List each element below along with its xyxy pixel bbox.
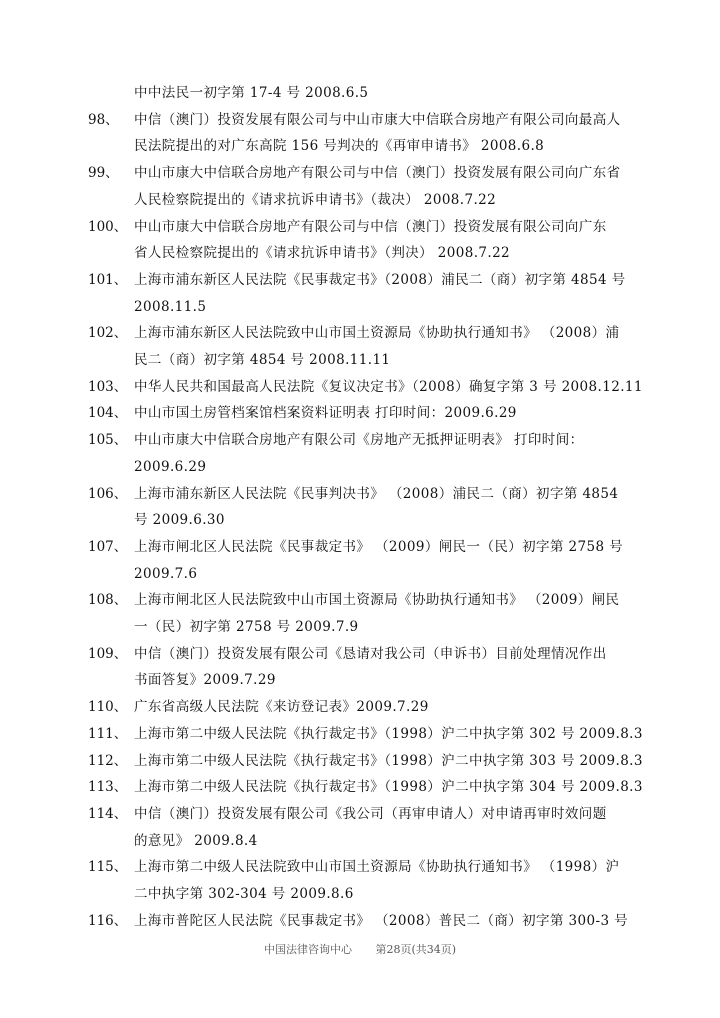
item-text: 2008.11.5 — [134, 298, 207, 315]
list-item-continuation — [0, 828, 720, 854]
list-item — [0, 427, 720, 453]
item-text: 上海市浦东新区人民法院致中山市国土资源局《协助执行通知书》 （2008）浦 — [134, 325, 620, 342]
list-item — [0, 107, 720, 133]
item-number: 112、 — [88, 752, 128, 769]
list-item — [0, 320, 720, 346]
item-text: 中中法民一初字第 17-4 号 2008.6.5 — [134, 85, 369, 101]
item-number: 104、 — [88, 405, 128, 422]
item-text: 号 2009.6.30 — [134, 512, 225, 529]
item-text: 中山市康大中信联合房地产有限公司与中信（澳门）投资发展有限公司向广东 — [134, 218, 607, 235]
item-text: 中山市国土房管档案馆档案资料证明表 打印时间：2009.6.29 — [134, 405, 517, 422]
list-item-continuation — [0, 294, 720, 320]
item-number: 101、 — [88, 271, 128, 288]
list-item-continuation — [0, 881, 720, 907]
item-number: 105、 — [88, 432, 128, 449]
item-number: 108、 — [88, 592, 128, 609]
list-item-continuation — [0, 133, 720, 159]
item-text: 2009.7.6 — [134, 565, 198, 582]
item-number: 106、 — [88, 485, 128, 502]
item-text: 一（民）初字第 2758 号 2009.7.9 — [134, 619, 359, 635]
item-text: 上海市闸北区人民法院《民事裁定书》 （2009）闸民一（民）初字第 2758 号 — [134, 538, 624, 555]
item-text: 人民检察院提出的《请求抗诉申请书》（裁决） 2008.7.22 — [134, 191, 497, 208]
item-text: 民法院提出的对广东高院 156 号判决的《再审申请书》 2008.6.8 — [134, 138, 545, 155]
item-text: 广东省高级人民法院《来访登记表》2009.7.29 — [134, 699, 429, 716]
item-text: 上海市第二中级人民法院致中山市国土资源局《协助执行通知书》 （1998）沪 — [134, 859, 620, 876]
item-text: 的意见》 2009.8.4 — [134, 832, 258, 849]
item-text: 中信（澳门）投资发展有限公司与中山市康大中信联合房地产有限公司向最高人 — [134, 111, 621, 128]
item-text: 上海市普陀区人民法院《民事裁定书》 （2008）普民二（商）初字第 300-3 号 — [134, 912, 629, 929]
item-number: 114、 — [88, 805, 128, 822]
item-text: 中山市康大中信联合房地产有限公司与中信（澳门）投资发展有限公司向广东省 — [134, 165, 621, 182]
list-item — [0, 587, 720, 613]
footer-source: 中国法律咨询中心 — [263, 943, 352, 956]
page-footer — [0, 942, 720, 958]
item-number: 111、 — [88, 725, 128, 742]
item-number: 98、 — [88, 111, 119, 128]
item-text: 二中执字第 302-304 号 2009.8.6 — [134, 886, 354, 902]
item-text: 中信（澳门）投资发展有限公司《恳请对我公司（申诉书）目前处理情况作出 — [134, 645, 607, 662]
list-item-continuation — [0, 667, 720, 693]
item-number: 103、 — [88, 378, 128, 395]
list-item — [0, 400, 720, 426]
list-item — [0, 721, 720, 747]
list-item — [0, 774, 720, 800]
item-number: 109、 — [88, 645, 128, 662]
list-item — [0, 214, 720, 240]
list-item — [0, 908, 720, 934]
item-text: 上海市浦东新区人民法院《民事判决书》 （2008）浦民二（商）初字第 4854 — [134, 485, 619, 502]
list-item-continuation — [0, 454, 720, 480]
list-item — [0, 694, 720, 720]
item-number: 115、 — [88, 859, 128, 876]
item-number: 102、 — [88, 325, 128, 342]
list-item — [0, 160, 720, 186]
item-number: 113、 — [88, 779, 128, 796]
item-text: 2009.6.29 — [134, 458, 207, 475]
list-item — [0, 854, 720, 880]
item-text: 上海市第二中级人民法院《执行裁定书》（1998）沪二中执字第 304 号 2009.8.3 — [134, 779, 643, 796]
list-item-continuation — [0, 507, 720, 533]
list-item — [0, 534, 720, 560]
list-item — [0, 801, 720, 827]
item-number: 107、 — [88, 538, 128, 555]
item-number: 99、 — [88, 165, 119, 182]
list-item-continuation — [0, 240, 720, 266]
list-item-continuation — [0, 561, 720, 587]
item-number: 116、 — [88, 912, 128, 929]
item-text: 中华人民共和国最高人民法院《复议决定书》（2008）确复字第 3 号 2008.12.11 — [134, 378, 643, 395]
footer-page-number: 第28页(共34页) — [375, 943, 457, 956]
item-text: 上海市第二中级人民法院《执行裁定书》（1998）沪二中执字第 303 号 2009.8.3 — [134, 752, 643, 769]
item-text: 上海市闸北区人民法院致中山市国土资源局《协助执行通知书》 （2009）闸民 — [134, 592, 620, 609]
list-item — [0, 748, 720, 774]
item-text: 民二（商）初字第 4854 号 2008.11.11 — [134, 352, 391, 368]
item-text: 书面答复》2009.7.29 — [134, 672, 276, 689]
item-text: 中信（澳门）投资发展有限公司《我公司（再审申请人）对申请再审时效问题 — [134, 805, 607, 822]
list-item — [0, 267, 720, 293]
item-number: 100、 — [88, 218, 128, 235]
item-text: 上海市第二中级人民法院《执行裁定书》（1998）沪二中执字第 302 号 2009.8.3 — [134, 725, 643, 742]
list-item — [0, 374, 720, 400]
item-text: 中山市康大中信联合房地产有限公司《房地产无抵押证明表》 打印时间： — [134, 432, 584, 449]
item-text: 省人民检察院提出的《请求抗诉申请书》（判决） 2008.7.22 — [134, 245, 511, 262]
item-number: 110、 — [88, 699, 128, 716]
list-item — [0, 641, 720, 667]
list-item-continuation — [0, 80, 720, 106]
item-text: 上海市浦东新区人民法院《民事裁定书》（2008）浦民二（商）初字第 4854 号 — [134, 271, 626, 288]
list-item — [0, 481, 720, 507]
list-item-continuation — [0, 614, 720, 640]
list-item-continuation — [0, 347, 720, 373]
list-item-continuation — [0, 187, 720, 213]
